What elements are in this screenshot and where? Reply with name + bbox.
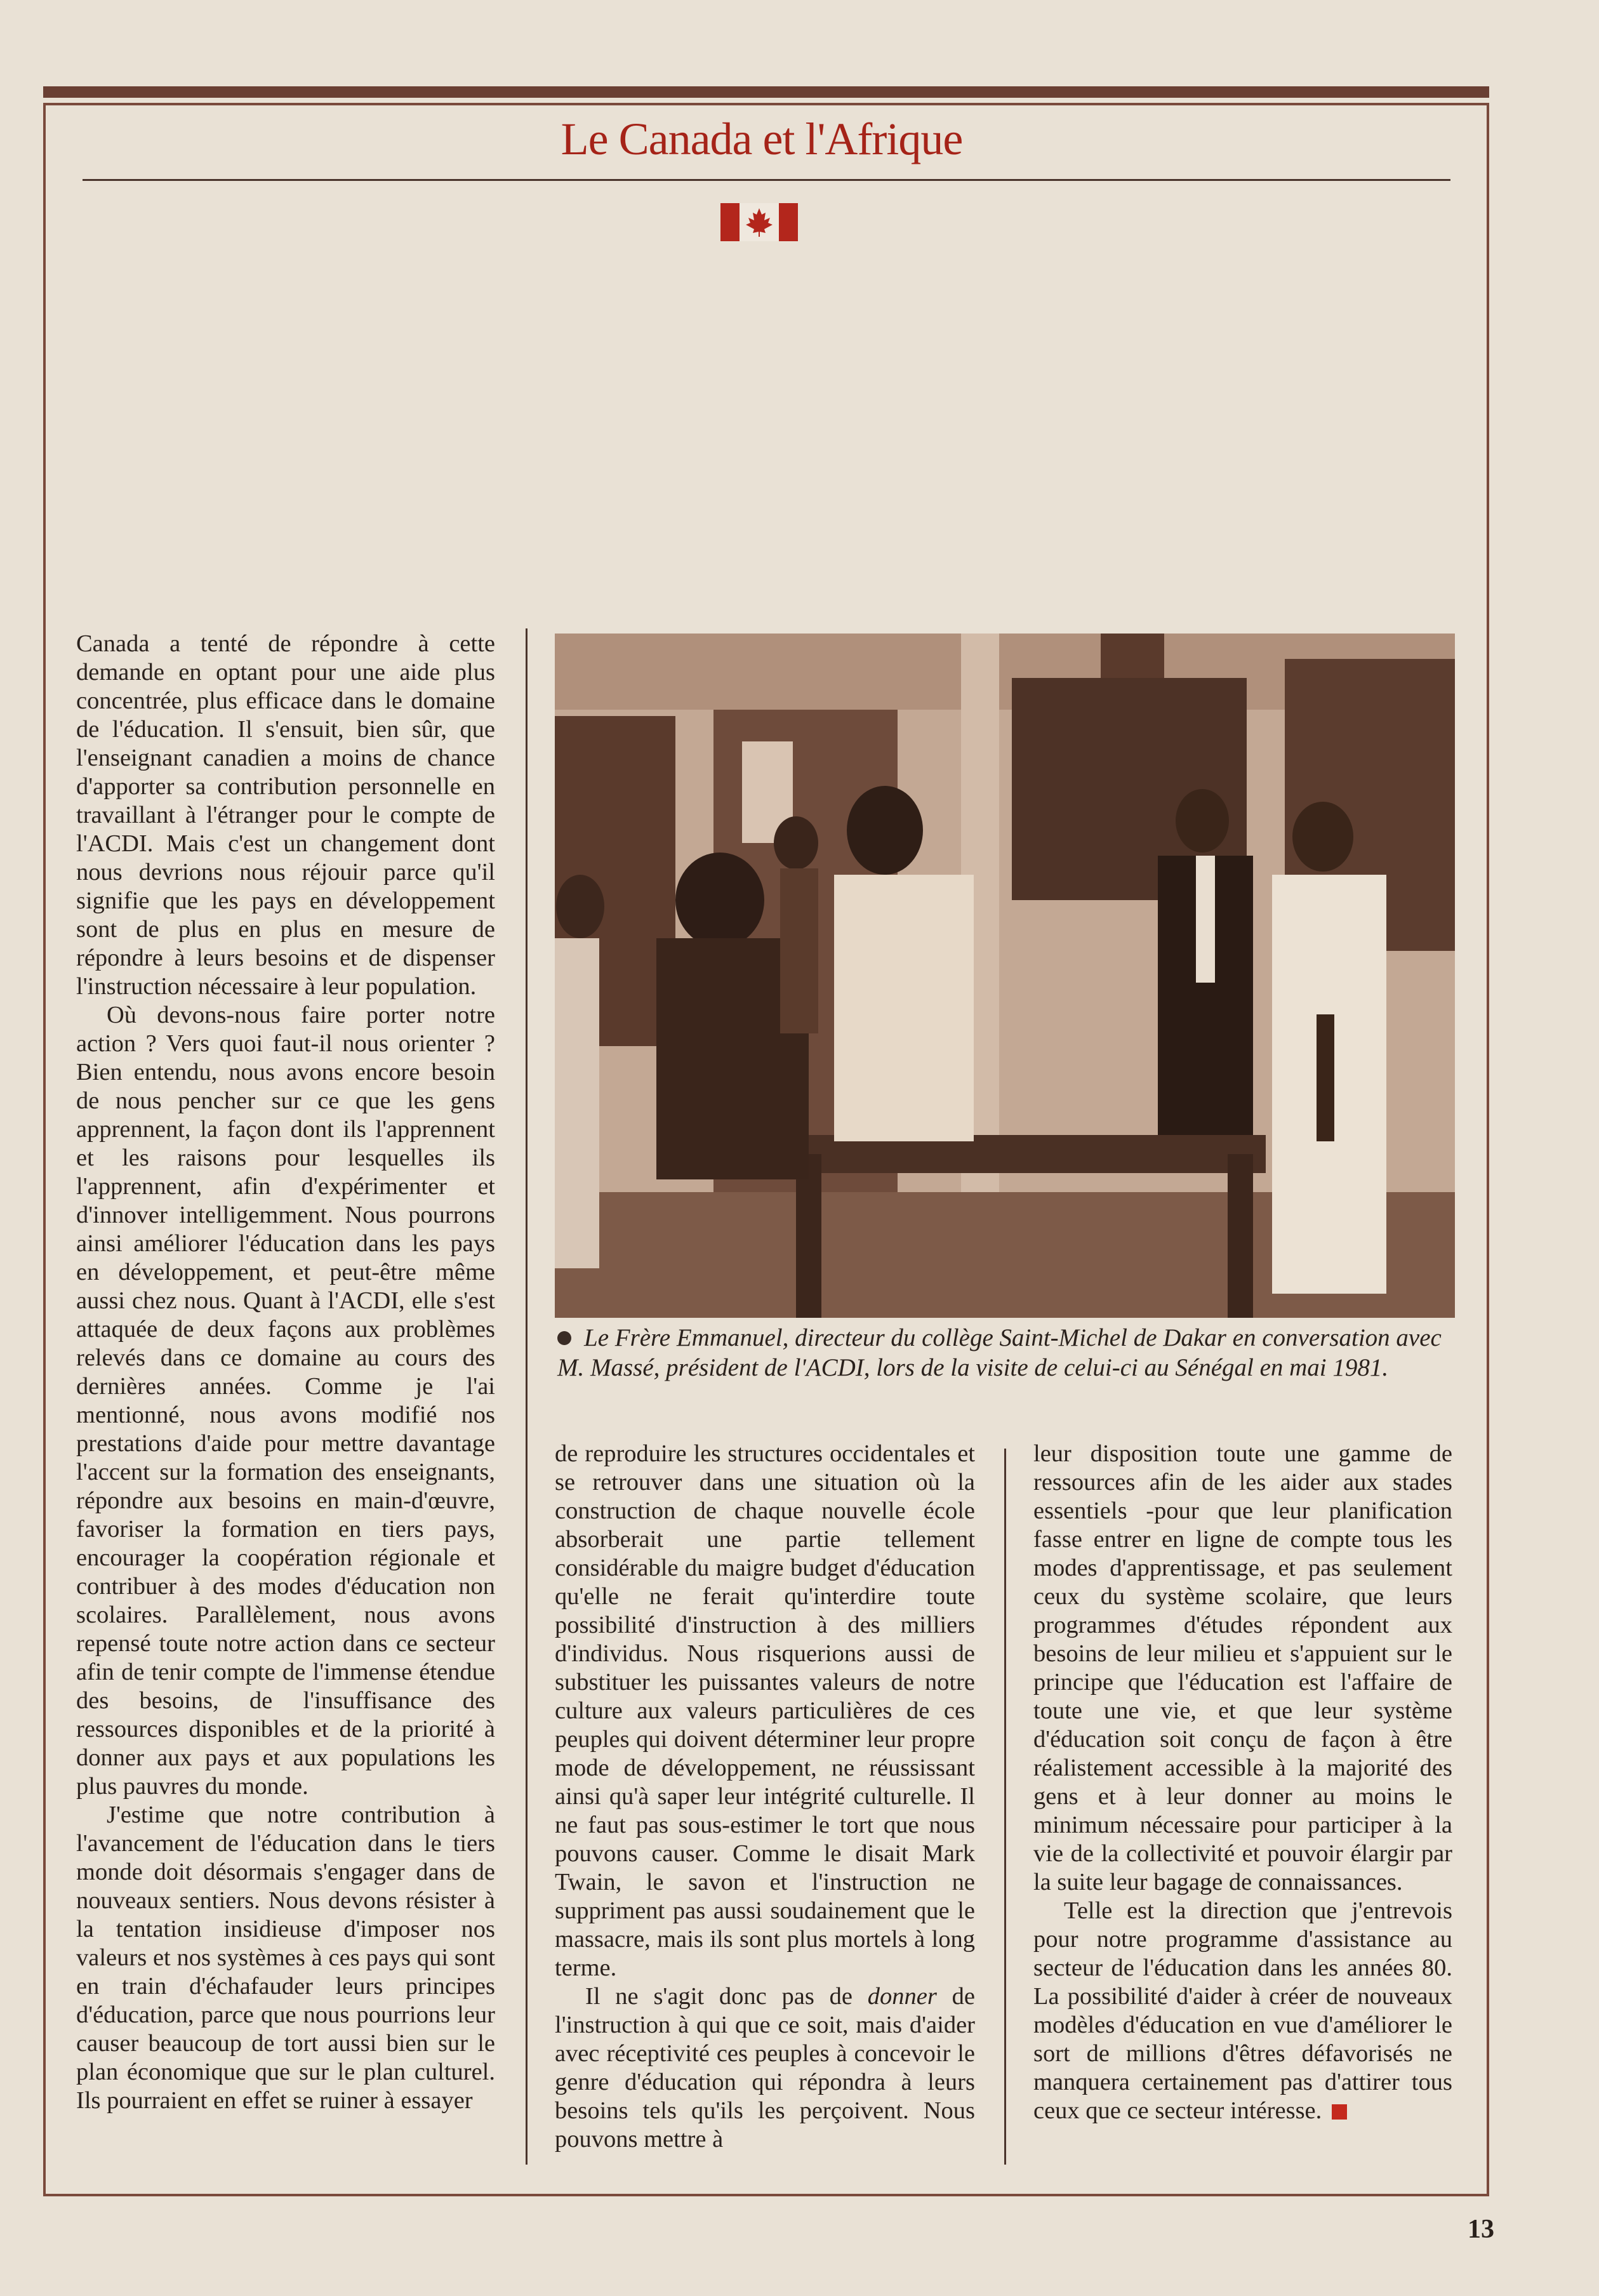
article-column-3 — [1033, 1440, 1452, 2125]
top-rule-bar — [43, 86, 1489, 98]
paragraph: Telle est la direction que j'entrevois pour notre programme d'assistance au secteur de l'éducation dans les années 80. La possibilité d'aider à créer de nouveaux modèles d'éducation en vue d'améliorer le sort de millions d'êtres défavorisés ne manquera certainement pas d'attirer tous ceux que ce secteur intéresse. — [1033, 1897, 1452, 2124]
article-column-2 — [555, 1440, 975, 2154]
bullet-icon — [557, 1331, 571, 1345]
header-divider — [83, 179, 1450, 181]
photo-caption: Le Frère Emmanuel, directeur du collège Saint-Michel de Dakar en conversation avec M. Massé, président de l'ACDI, lors de la visite de celui-ci au Sénégal en mai 1981. — [557, 1324, 1442, 1381]
paragraph: Canada a tenté de répondre à cette demande en optant pour une aide plus concentrée, plus efficace dans le domaine de l'éducation. Il s'ensuit, bien sûr, que l'enseignant canadien a moins de chance d'apporter sa contribution personnelle en travaillant à l'étranger pour le compte de l'ACDI. Mais c'est un changement dont nous devrions nous réjouir parce qu'il signifie que les pays en développement sont de plus en plus en mesure de répondre à leurs besoins et de dispenser l'instruction nécessaire à leur population. — [76, 630, 495, 1000]
article-column-1 — [76, 630, 495, 2115]
paragraph: J'estime que notre contribution à l'avancement de l'éducation dans le tiers monde doit désormais s'engager dans de nouveaux sentiers. Nous devons résister à la tentation insidieuse d'imposer nos valeurs et nos systèmes à ces pays qui sont en train d'échafauder leurs principes d'éducation, parce que nous pourrions leur causer beaucoup de tort aussi bien sur le plan économique que sur le plan culturel. Ils pourraient en effet se ruiner à essayer — [76, 1802, 495, 2114]
page-number: 13 — [1468, 2215, 1494, 2244]
paragraph: Il ne s'agit donc pas de donner de l'instruction à qui que ce soit, mais d'aider avec réceptivité ces peuples à concevoir le genre d'éducation qui répondra à leurs besoins tels qu'ils les perçoivent. Nous pouvons mettre à — [555, 1983, 975, 2153]
end-of-article-icon — [1332, 2104, 1347, 2120]
page-title: Le Canada et l'Afrique — [561, 114, 963, 164]
paragraph: de reproduire les structures occidentales et se retrouver dans une situation où la construction de chaque nouvelle école absorberait une partie tellement considérable du maigre budget d'éducation qu'elle ne ferait qu'interdire toute possibilité d'instruction à des milliers d'individus. Nous risquerions aussi de substituer les puissantes valeurs de notre culture aux valeurs particulières de ces peuples qui doivent déterminer leur propre mode de développement, ne réussissant ainsi qu'à saper leur intégrité culturelle. Il ne faut pas sous-estimer le tort que nous pouvons causer. Comme le disait Mark Twain, le savon et l'instruction ne suppriment pas aussi soudainement que le massacre, mais ils sont plus mortels à long terme. — [555, 1440, 975, 1981]
paragraph: Où devons-nous faire porter notre action ? Vers quoi faut-il nous orienter ? Bien entendu, nous avons encore besoin de nous pencher sur ce que les gens apprennent, la façon dont ils l'apprennent et les raisons pour lesquelles ils l'apprennent, afin d'expérimenter et d'innover intelligemment. Nous pourrons ainsi améliorer l'éducation dans les pays en développement, et peut-être même aussi chez nous. Quant à l'ACDI, elle s'est attaquée de deux façons aux problèmes relevés dans ce domaine au cours des dernières années. Comme je l'ai mentionné, nous avons modifié nos prestations d'aide pour mettre davantage l'accent sur la formation des enseignants, répondre aux besoins en main-d'œuvre, favoriser la formation en tiers pays, encourager la coopération régionale et contribuer à des modes d'éducation non scolaires. Parallèlement, nous avons repensé toute notre action dans ce secteur afin de tenir compte de l'immense étendue des besoins, de l'insuffisance des ressources disponibles et de la priorité à donner aux pays et aux populations les plus pauvres du monde. — [76, 1002, 495, 1800]
column-divider-2 — [1004, 1449, 1006, 2165]
column-divider-1 — [526, 628, 527, 2165]
canadian-flag-icon — [720, 203, 798, 241]
photo-college-visit — [555, 634, 1455, 1318]
paragraph: leur disposition toute une gamme de ressources afin de les aider aux stades essentiels -pour que leur planification fasse entrer en ligne de compte tous les modes d'apprentissage, et pas seulement ceux du système scolaire, que leurs programmes d'études répondent aux besoins de leur milieu et s'appuient sur le principe que l'éducation est l'affaire de toute une vie, et que leur système d'éducation soit conçu de façon à être réalistement accessible à la majorité des gens et à leur donner au moins le minimum nécessaire pour participer à la vie de la collectivité et pouvoir élargir par la suite leur bagage de connaissances. — [1033, 1440, 1452, 1895]
